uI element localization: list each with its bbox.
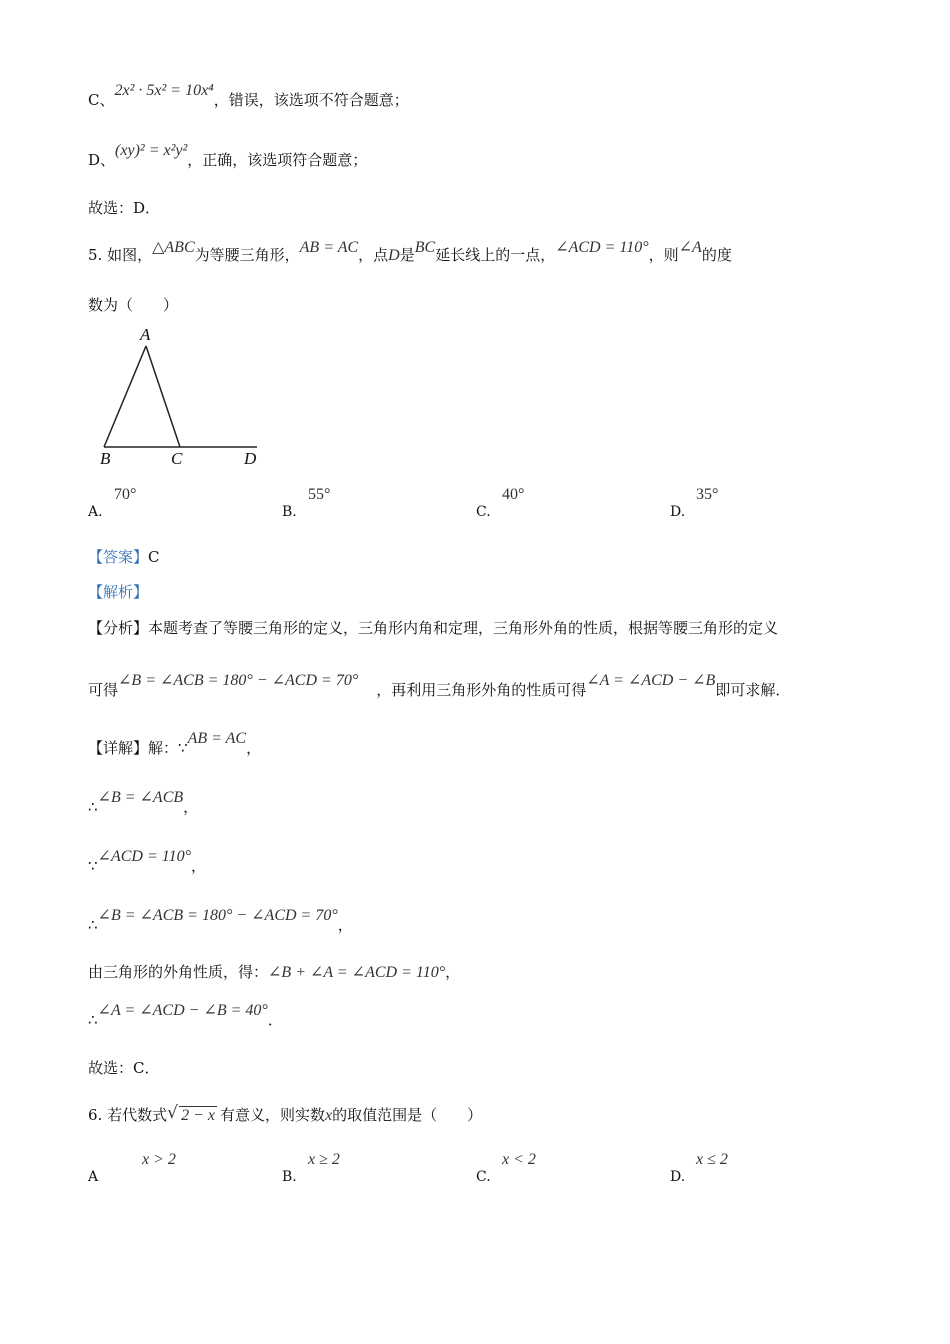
q5-triangle-figure [90, 322, 270, 472]
sqrt-expression [167, 1105, 217, 1126]
radical-sign-icon: √ [167, 1103, 178, 1123]
therefore-symbol: ∴ [88, 916, 98, 934]
step6-end: ． [267, 1011, 283, 1029]
q5-text: 的度 [701, 246, 732, 264]
q6-text: 6. 若代数式 [88, 1106, 168, 1124]
option-label: D. [670, 504, 686, 520]
fenxi-text: 可得 [88, 681, 119, 699]
step3 [88, 848, 206, 877]
option-value: 35° [696, 486, 719, 503]
option-label: C. [476, 1169, 491, 1185]
option-value: 70° [114, 486, 137, 503]
option-label: A. [88, 504, 103, 520]
q5-conclusion: 故选：C． [88, 1059, 160, 1077]
step5 [88, 962, 460, 983]
step4-math: ∠B = ∠ACB = 180° − ∠ACD = 70° [97, 907, 338, 924]
option-d-explanation [88, 142, 368, 171]
side-ac [146, 346, 180, 447]
q5-text: 延长线上的一点， [435, 246, 556, 264]
xiangjie-tag: 【详解】 [88, 739, 149, 757]
side-ab [104, 346, 146, 447]
sqrt-radicand: 2 − x [181, 1107, 215, 1124]
therefore-symbol: ∴ [88, 798, 98, 816]
fenxi-math: ∠A = ∠ACD − ∠B [586, 672, 716, 689]
fenxi-math: ∠B = ∠ACB = 180° − ∠ACD = 70° [118, 672, 359, 689]
q6-text: 的取值范围是（ ） [332, 1106, 483, 1124]
option-c-label: C、 [88, 91, 115, 109]
step5-end: ， [445, 963, 461, 981]
fenxi-tag: 【分析】 [88, 619, 149, 637]
option-value: x ≥ 2 [308, 1151, 340, 1168]
q5-text: 是 [399, 246, 415, 264]
step3-math: ∠ACD = 110° [97, 848, 191, 865]
option-value: x < 2 [502, 1151, 536, 1168]
option-label: B. [282, 1169, 297, 1185]
fenxi-text: 本题考查了等腰三角形的定义，三角形内角和定理，三角形外角的性质，根据等腰三角形的定义 [148, 619, 779, 637]
option-value: 40° [502, 486, 525, 503]
step5-math: ∠B + ∠A = ∠ACD = 110° [268, 964, 446, 981]
step4-end: ， [337, 916, 353, 934]
q5-angle-a-math: ∠A [678, 239, 702, 256]
fenxi-text: 即可求解． [715, 681, 791, 699]
step5-text: 由三角形的外角性质，得： [88, 963, 269, 981]
q5-text: 为等腰三角形， [194, 246, 300, 264]
fenxi-text: ，再利用三角形外角的性质可得 [376, 681, 587, 699]
vertex-label-a: A [140, 325, 151, 344]
step1-math: AB = AC [187, 730, 247, 747]
option-d-label: D、 [88, 151, 116, 169]
option-value: x ≤ 2 [696, 1151, 728, 1168]
step6-math: ∠A = ∠ACD − ∠B = 40° [97, 1002, 268, 1019]
q5-stem-line2: 数为（ ） [88, 296, 179, 314]
vertex-label-c: C [171, 449, 183, 468]
answer-tag: 【答案】 [88, 548, 149, 566]
option-d-math: (xy)² = x²y² [115, 142, 188, 159]
prev-conclusion: 故选：D． [88, 199, 161, 217]
q6-variable: x [325, 1107, 333, 1124]
q5-equal-sides-math: AB = AC [299, 239, 359, 256]
xiangjie-line [88, 730, 262, 759]
answer-value: C [148, 548, 160, 566]
fenxi-line2 [88, 672, 791, 701]
therefore-symbol: ∴ [88, 1011, 98, 1029]
option-c-explanation [88, 82, 409, 111]
option-label: C. [476, 504, 491, 520]
step3-end: ， [190, 857, 206, 875]
option-d-text: ，正确，该选项符合题意； [187, 151, 368, 169]
q5-text: ，点 [358, 246, 389, 264]
q5-stem-line1 [88, 239, 732, 266]
because-symbol: ∵ [88, 857, 98, 875]
q5-number: 5. 如图， [88, 246, 153, 264]
option-value: 55° [308, 486, 331, 503]
option-value: x > 2 [142, 1151, 176, 1168]
q5-bc-math: BC [414, 239, 436, 256]
option-label: D. [670, 1169, 686, 1185]
step4 [88, 907, 353, 936]
step2-math: ∠B = ∠ACB [97, 789, 184, 806]
fenxi-line1 [88, 618, 778, 638]
step2 [88, 789, 199, 818]
q5-point-d: D [388, 247, 400, 264]
option-c-text: ，错误，该选项不符合题意； [213, 91, 409, 109]
q5-answer [88, 547, 160, 567]
step1-end: ， [246, 739, 262, 757]
q5-angle-math: ∠ACD = 110° [555, 239, 649, 256]
vertex-label-b: B [100, 449, 111, 468]
q6-stem [88, 1105, 482, 1126]
analysis-tag: 【解析】 [88, 583, 149, 601]
option-label: A [88, 1169, 99, 1185]
step2-end: ， [183, 798, 199, 816]
xiangjie-text: 解：∵ [148, 739, 188, 757]
q6-text: 有意义，则实数 [220, 1106, 326, 1124]
vertex-label-d: D [244, 449, 257, 468]
q5-triangle-math: △ABC [152, 239, 195, 256]
option-label: B. [282, 504, 297, 520]
step6 [88, 1002, 283, 1031]
option-c-math: 2x² · 5x² = 10x⁴ [114, 82, 214, 99]
q5-text: ，则 [648, 246, 679, 264]
